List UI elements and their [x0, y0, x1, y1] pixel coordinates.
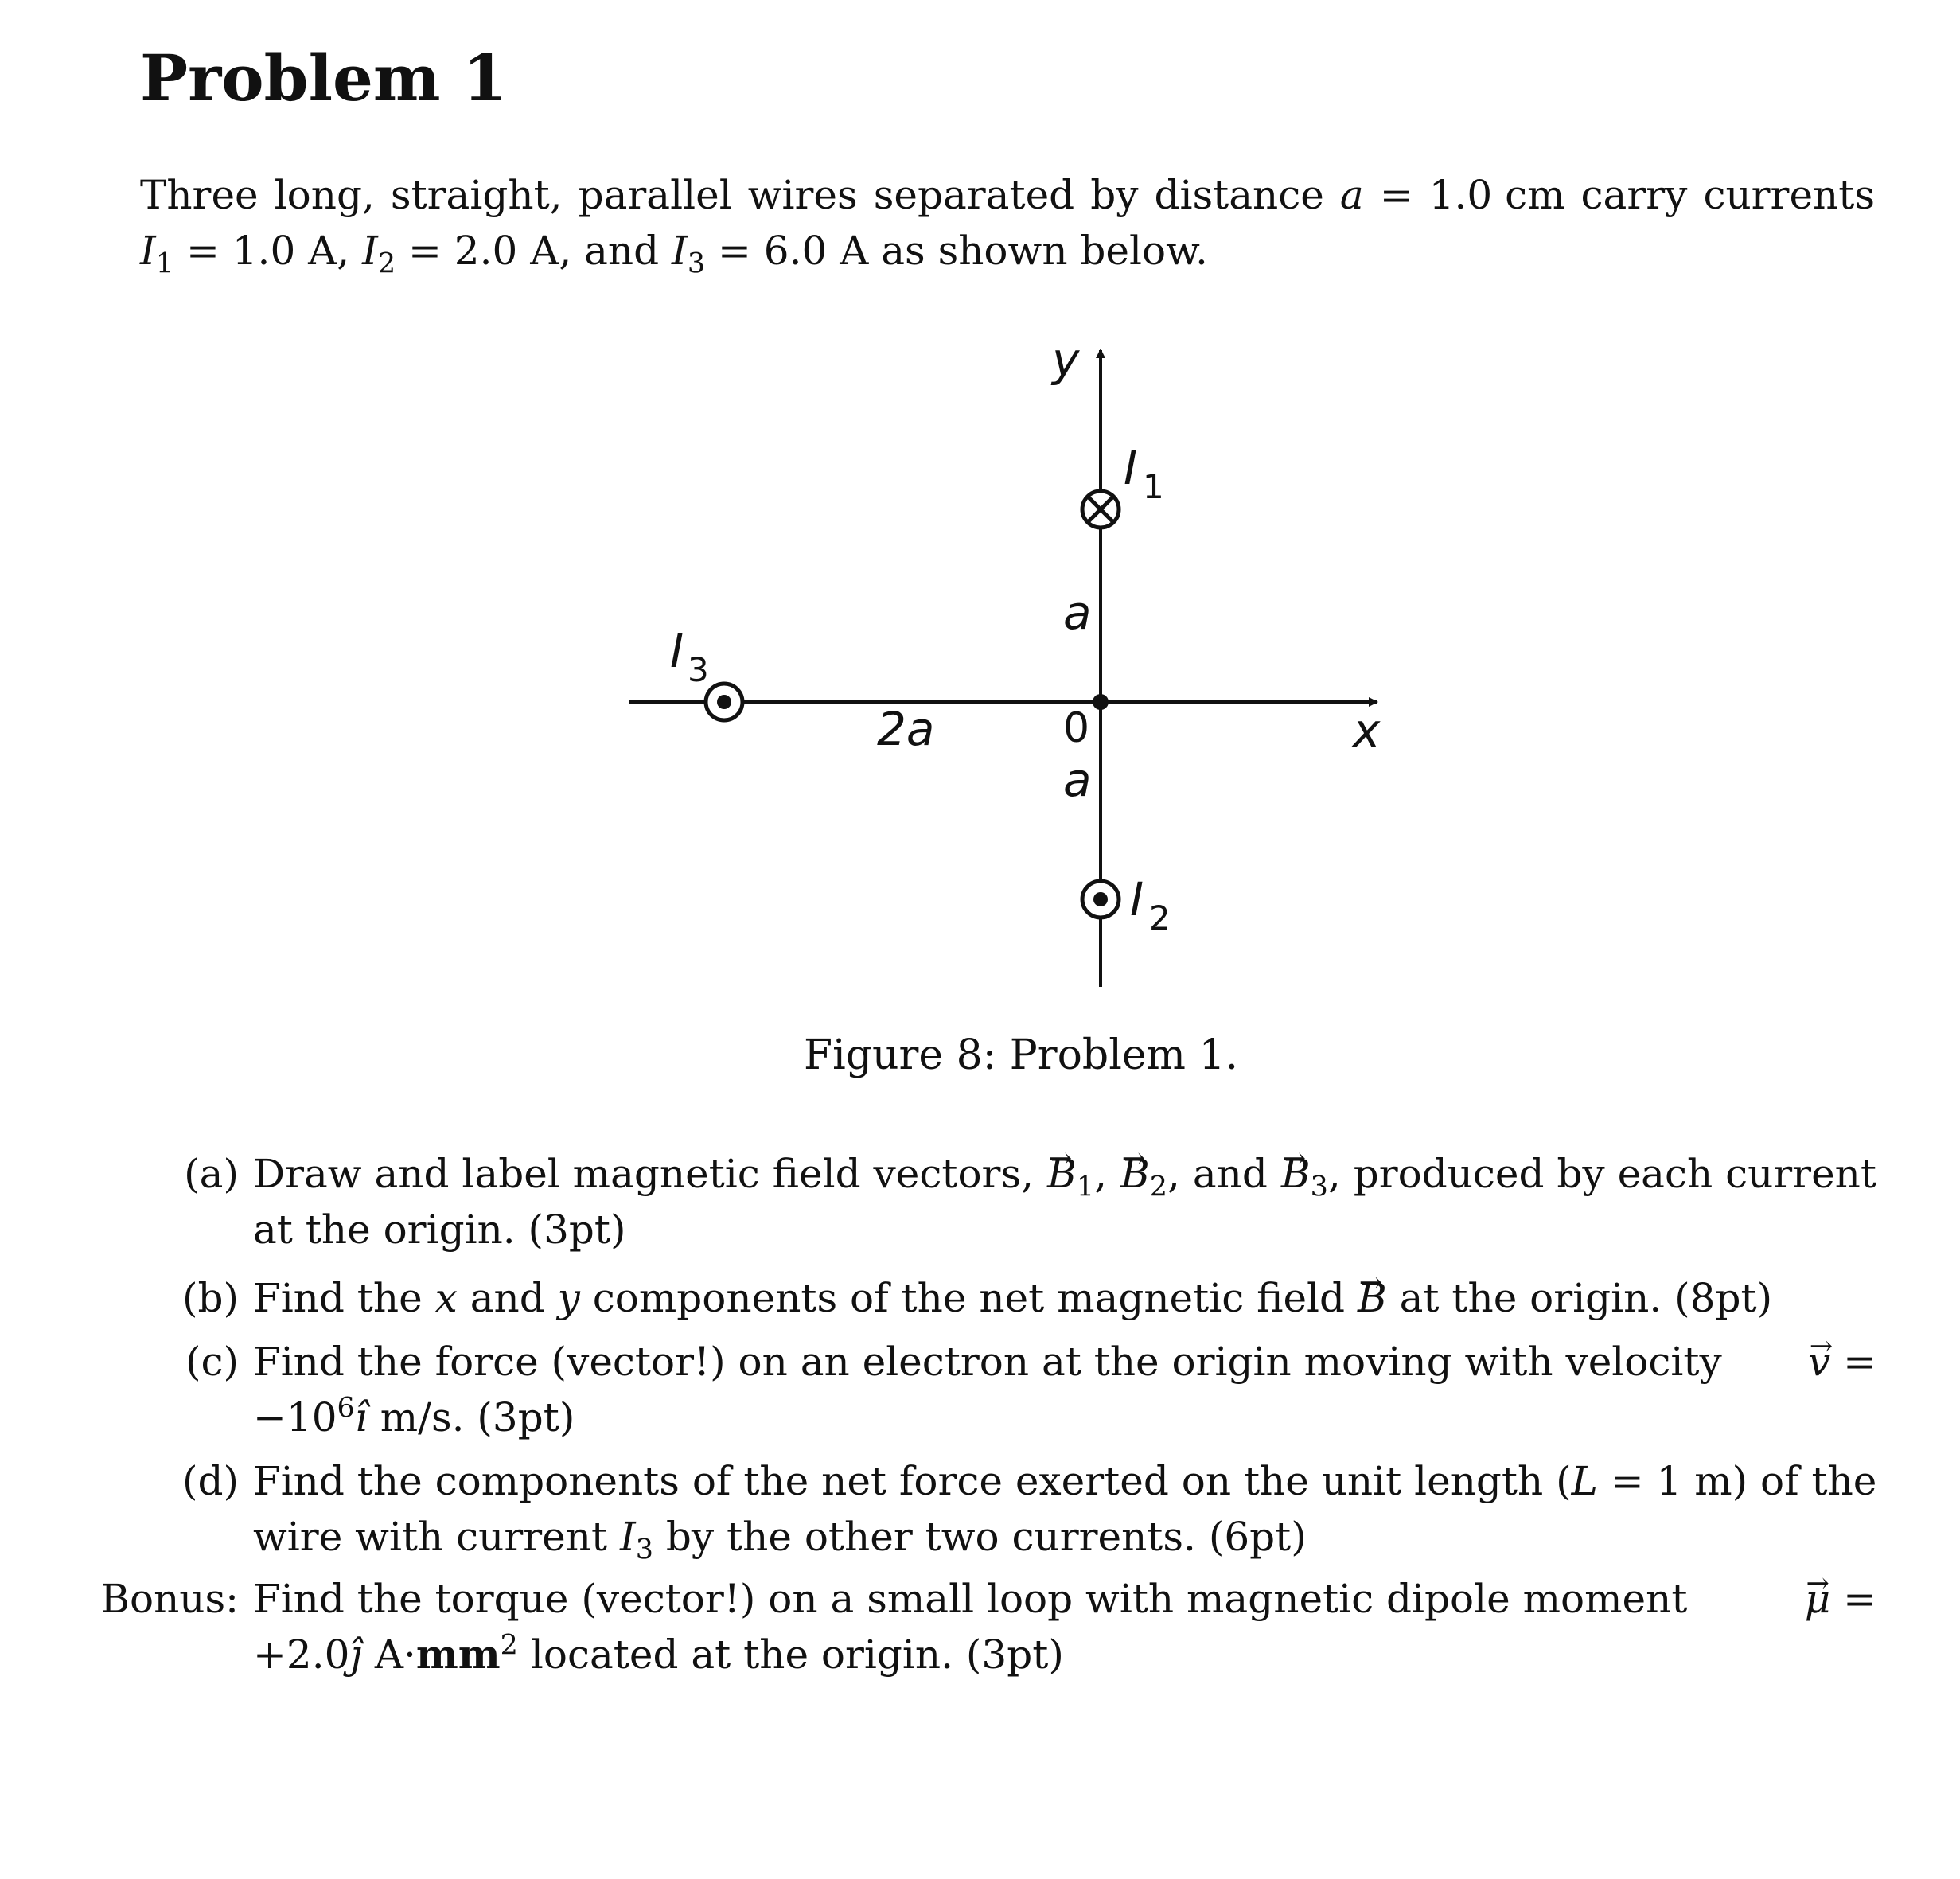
- figure-caption: Figure 8: Problem 1.: [804, 1031, 1239, 1079]
- svg-text:1: 1: [1143, 467, 1164, 506]
- part-d-line-1: Find the components of the net force exerted on the unit length (L = 1 m) of the: [253, 1458, 1877, 1504]
- bonus-label: Bonus:: [100, 1576, 239, 1622]
- distance-value: 1.0 cm: [1428, 172, 1565, 218]
- unit-vector-j: ĵ: [349, 1631, 362, 1678]
- variable-a: a: [1339, 172, 1364, 218]
- part-bonus: [100, 1571, 1876, 1682]
- svg-text:I: I: [670, 624, 684, 678]
- part-a-label: (a): [184, 1151, 239, 1197]
- word: wires: [747, 172, 858, 218]
- word: Three: [140, 172, 259, 218]
- variable-x: x: [434, 1275, 458, 1321]
- vector-b3: → $B_3$, produced by each current: [1281, 1146, 1876, 1202]
- subscript: 3: [687, 248, 706, 280]
- current-i1-value: = 1.0 A,: [185, 228, 350, 274]
- svg-text:I: I: [1124, 441, 1138, 495]
- part-d-line-2: wire with current $I_3$ by the other two currents. (6pt): [253, 1514, 1307, 1566]
- part-a-line-2: at the origin. (3pt): [253, 1207, 626, 1253]
- vector-b: → B: [1358, 1270, 1387, 1326]
- part-c-label: (c): [185, 1339, 239, 1385]
- distance-2a-label: 2a: [877, 702, 935, 756]
- word: parallel: [578, 172, 732, 218]
- bonus-line-2: +2.0ĵ $A\cdot mm^2$ located at the origin. (3pt): [253, 1629, 1064, 1678]
- word: by: [1090, 172, 1139, 218]
- bonus-text: Find the torque (vector!) on a small loop with magnetic dipole moment: [253, 1576, 1688, 1622]
- part-d: [181, 1453, 1877, 1566]
- word: straight,: [390, 172, 563, 218]
- current-symbol: I: [140, 228, 156, 274]
- current-i2-value: = 2.0 A, and: [408, 228, 660, 274]
- vector-b2: → $B_2$, and: [1120, 1146, 1268, 1202]
- velocity-equation: → v =: [1808, 1334, 1876, 1390]
- x-axis-label: x: [1353, 704, 1381, 758]
- subscript: 2: [377, 248, 396, 280]
- current-symbol: I: [672, 228, 688, 274]
- dipole-equation: → μ =: [1805, 1571, 1876, 1627]
- origin-dot: [1093, 694, 1109, 710]
- part-c-line-2: $-10^6î$ m/s. (3pt): [253, 1392, 575, 1440]
- subscript: 1: [155, 248, 174, 280]
- variable-l: L: [1571, 1458, 1598, 1504]
- problem-title: Problem 1: [140, 41, 508, 115]
- word: separated: [873, 172, 1075, 218]
- origin-label: 0: [1063, 704, 1090, 752]
- variable-y: y: [557, 1275, 580, 1321]
- part-b-line-1: Find the x and y components of the net magnetic field → B at the origin. (8pt): [253, 1270, 1876, 1326]
- part-a-line-1: [253, 1146, 1876, 1202]
- part-c-text: Find the force (vector!) on an electron at the origin moving with velocity: [253, 1339, 1722, 1385]
- wire-i3-out-of-page-icon: [706, 684, 742, 720]
- wire-i1-into-page-icon: [1082, 491, 1119, 528]
- part-d-label: (d): [181, 1458, 239, 1504]
- part-a: [184, 1146, 1876, 1257]
- equals-sign: =: [1379, 172, 1413, 218]
- distance-a-upper-label: a: [1063, 586, 1092, 640]
- word: carry: [1580, 172, 1688, 218]
- distance-a-lower-label: a: [1063, 753, 1092, 807]
- word: distance: [1154, 172, 1324, 218]
- part-c: [185, 1334, 1876, 1445]
- vector-b1: → $B_1$,: [1047, 1146, 1107, 1202]
- y-axis-label: y: [1052, 333, 1080, 387]
- wire-i2-out-of-page-icon: [1082, 881, 1119, 918]
- part-b-label: (b): [181, 1275, 239, 1321]
- label-i2: [1130, 872, 1171, 938]
- current-i3-value: = 6.0 A as shown below.: [718, 228, 1208, 274]
- label-i1: [1124, 441, 1164, 506]
- svg-text:I: I: [1130, 872, 1144, 926]
- bonus-line-1: [253, 1571, 1876, 1627]
- part-c-line-1: [253, 1334, 1876, 1390]
- word: currents: [1703, 172, 1875, 218]
- part-a-text: Draw and label magnetic field vectors,: [253, 1151, 1035, 1197]
- word: long,: [274, 172, 375, 218]
- unit-vector-i: î: [354, 1394, 368, 1440]
- part-b: [181, 1270, 1876, 1326]
- svg-text:3: 3: [688, 650, 709, 689]
- current-symbol: I: [362, 228, 378, 274]
- label-i3: [670, 624, 709, 689]
- svg-text:2: 2: [1149, 899, 1171, 938]
- current-symbol: I: [619, 1514, 636, 1560]
